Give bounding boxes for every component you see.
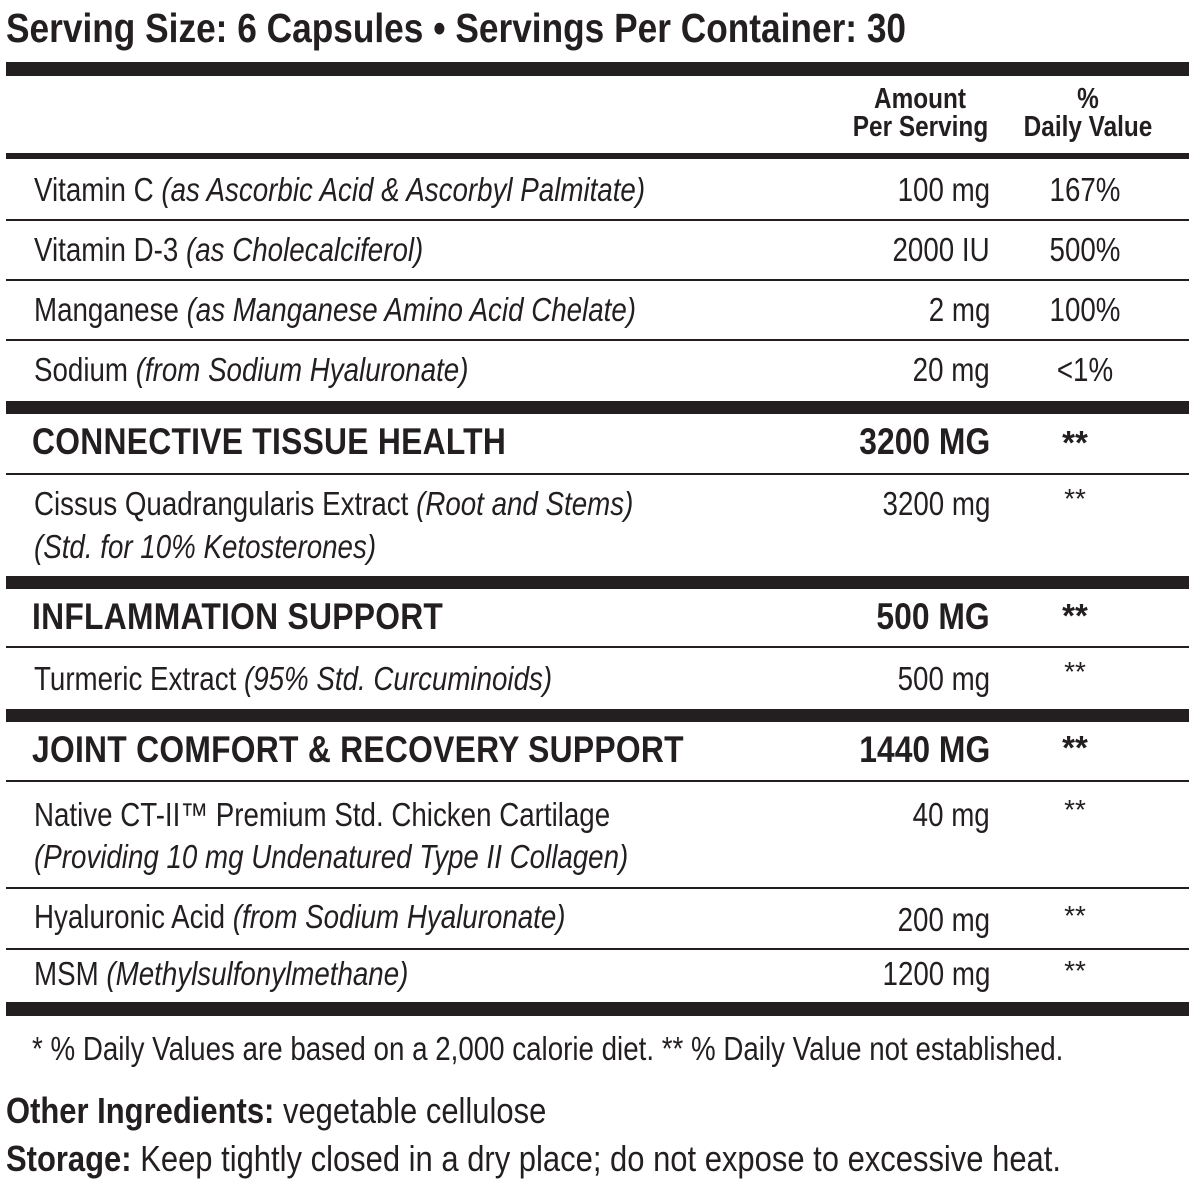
ingredient-dv: ** [1064, 955, 1086, 986]
row-divider [6, 948, 1189, 950]
ingredient-name [34, 796, 610, 834]
nutrient-source: (as Manganese Amino Acid Chelate) [186, 291, 636, 328]
section-dv: ** [1062, 424, 1088, 461]
row-divider [6, 279, 1189, 281]
ingredient-name [34, 660, 552, 698]
ingredient-label: Turmeric Extract [34, 660, 237, 697]
section-amount: 3200 MG [859, 421, 990, 462]
nutrient-source: (from Sodium Hyaluronate) [135, 351, 469, 388]
ingredient-dv: ** [1064, 483, 1086, 514]
ingredient-name [34, 898, 566, 936]
section-title: INFLAMMATION SUPPORT [32, 596, 444, 637]
section-divider [6, 576, 1189, 589]
section-amount: 500 MG [876, 596, 990, 637]
nutrient-amount: 2000 IU [892, 231, 990, 268]
footnote: * % Daily Values are based on a 2,000 calorie diet. ** % Daily Value not established. [32, 1030, 1064, 1067]
nutrient-label: Sodium [34, 351, 128, 388]
nutrient-dv: <1% [1056, 351, 1114, 388]
nutrient-label: Vitamin C [34, 171, 154, 208]
row-divider [6, 339, 1189, 341]
section-dv: ** [1062, 597, 1088, 634]
ingredient-label: Cissus Quadrangularis Extract [34, 485, 409, 522]
section-title: CONNECTIVE TISSUE HEALTH [32, 421, 507, 462]
ingredient-standardization: (Providing 10 mg Undenatured Type II Collagen) [34, 838, 629, 875]
section-amount: 1440 MG [859, 729, 990, 770]
ingredient-label: Hyaluronic Acid [34, 898, 226, 935]
amount-header-line1: Amount [873, 83, 967, 115]
section-title: JOINT COMFORT & RECOVERY SUPPORT [32, 729, 684, 770]
ingredient-name-line2 [34, 528, 376, 566]
nutrient-label: Vitamin D-3 [34, 231, 179, 268]
ingredient-amount: 1200 mg [882, 955, 990, 992]
ingredient-dv: ** [1064, 656, 1086, 687]
dv-header [1021, 85, 1155, 141]
nutrient-dv: 167% [1049, 171, 1121, 208]
nutrient-name [34, 351, 468, 389]
ingredient-dv: ** [1064, 900, 1086, 931]
row-divider [6, 646, 1189, 648]
other-ingredients-label: Other Ingredients: [6, 1090, 275, 1131]
nutrient-amount: 2 mg [928, 291, 990, 328]
ingredient-name [34, 955, 408, 993]
other-ingredients [6, 1090, 546, 1132]
nutrient-dv: 500% [1049, 231, 1121, 268]
ingredient-dv: ** [1064, 794, 1086, 825]
ingredient-source: (95% Std. Curcuminoids) [243, 660, 553, 697]
storage [6, 1138, 1061, 1180]
ingredient-label: Native CT-II™ Premium Std. Chicken Cartilage [34, 796, 611, 833]
ingredient-source: (Root and Stems) [416, 485, 634, 522]
row-divider [6, 473, 1189, 475]
nutrient-dv: 100% [1049, 291, 1121, 328]
nutrient-source: (as Cholecalciferol) [186, 231, 424, 268]
nutrient-source: (as Ascorbic Acid & Ascorbyl Palmitate) [161, 171, 646, 208]
top-divider [6, 62, 1189, 76]
other-ingredients-value: vegetable cellulose [282, 1090, 547, 1131]
dv-header-line1: % [1077, 83, 1099, 115]
ingredient-label: MSM [34, 955, 99, 992]
nutrient-label: Manganese [34, 291, 179, 328]
ingredient-amount: 500 mg [897, 660, 990, 697]
storage-value: Keep tightly closed in a dry place; do not expose to excessive heat. [140, 1138, 1061, 1179]
ingredient-amount: 200 mg [897, 901, 990, 938]
ingredient-name-line2 [34, 838, 628, 876]
section-dv: ** [1062, 729, 1088, 766]
row-divider [6, 887, 1189, 889]
nutrient-amount: 20 mg [912, 351, 990, 388]
ingredient-source: (Methylsulfonylmethane) [106, 955, 409, 992]
amount-header [853, 85, 987, 141]
ingredient-standardization: (Std. for 10% Ketosterones) [34, 528, 377, 565]
row-divider [6, 219, 1189, 221]
amount-header-line2: Per Serving [852, 111, 989, 143]
dv-header-line2: Daily Value [1023, 111, 1153, 143]
section-divider [6, 401, 1189, 414]
ingredient-amount: 3200 mg [882, 485, 990, 522]
nutrient-name [34, 231, 423, 269]
ingredient-source: (from Sodium Hyaluronate) [232, 898, 566, 935]
storage-label: Storage: [6, 1138, 132, 1179]
row-divider [6, 780, 1189, 782]
ingredient-name [34, 485, 633, 523]
bottom-divider [6, 1002, 1189, 1016]
nutrient-amount: 100 mg [897, 171, 990, 208]
serving-size-line: Serving Size: 6 Capsules • Servings Per Container: 30 [6, 5, 907, 51]
nutrient-name [34, 291, 636, 329]
header-divider [6, 153, 1189, 159]
section-divider [6, 709, 1189, 722]
nutrient-name [34, 171, 645, 209]
ingredient-amount: 40 mg [912, 796, 990, 833]
